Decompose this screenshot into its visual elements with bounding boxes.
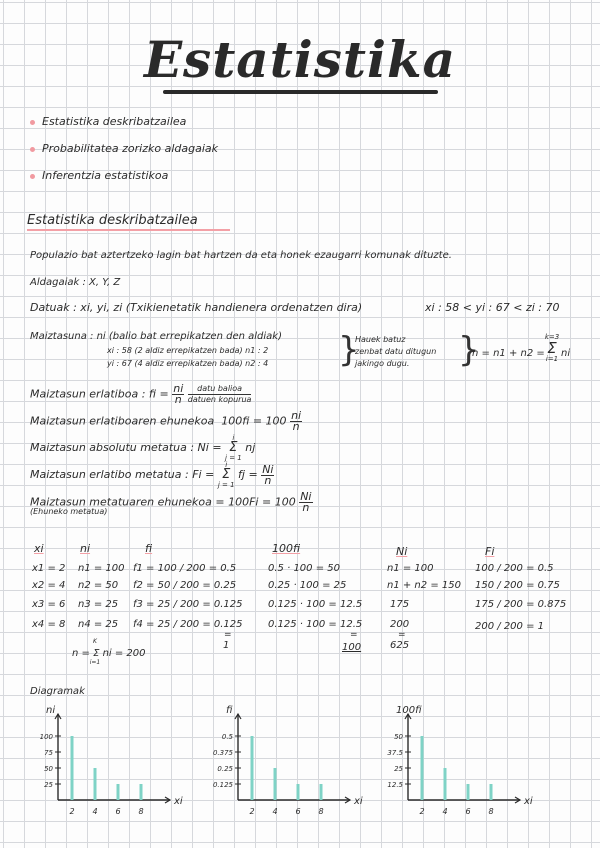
y-tick-label: 25	[44, 781, 53, 789]
y-tick-label: 0.375	[212, 749, 233, 757]
table-cell: 0.5 · 100 = 50	[268, 563, 340, 574]
equals-sign: =	[398, 630, 406, 640]
table-cell: x3 = 6	[32, 599, 66, 610]
section-underline	[27, 229, 230, 231]
absolute-cumulative: Maiztasun absolutu metatua : Ni = i Σ j = 1 nj	[30, 434, 256, 462]
x-tick-label: 6	[115, 807, 121, 816]
y-tick-label: 100	[39, 733, 53, 741]
sum-notation: k=3 Σ i=1	[544, 333, 560, 363]
table-cell: n1 = 100	[78, 563, 125, 574]
y-axis-label: 100fi	[396, 705, 422, 716]
x-tick-label: 8	[318, 807, 324, 816]
table-cell: 0.125 · 100 = 12.5	[268, 599, 363, 610]
x-tick-label: 8	[488, 807, 494, 816]
diagrams-label: Diagramak	[30, 686, 85, 697]
table-cell: 0.125 · 100 = 12.5	[268, 619, 363, 630]
table-cell: 100 / 200 = 0.5	[475, 563, 554, 574]
variables-text: Aldagaiak : X, Y, Z	[30, 277, 121, 288]
bullet-dot-icon	[30, 174, 35, 179]
x-axis-label: xi	[174, 796, 183, 807]
frequency-note-3: jakingo dugu.	[355, 359, 410, 368]
y-tick-label: 50	[394, 733, 403, 741]
y-tick-label: 0.5	[221, 733, 233, 741]
col-header-xi: xi	[34, 542, 44, 555]
bar	[71, 736, 74, 800]
col-header-ni: ni	[80, 542, 91, 555]
brace-left-icon: }	[338, 330, 360, 370]
table-cell: 200	[390, 619, 410, 630]
table-cell: x1 = 2	[32, 563, 66, 574]
table-cell: f3 = 25 / 200 = 0.125	[133, 599, 243, 610]
table-cell: f1 = 100 / 200 = 0.5	[133, 563, 237, 574]
x-tick-label: 4	[272, 807, 278, 816]
equals-sign: =	[224, 630, 232, 640]
y-tick-label: 0.25	[217, 765, 233, 773]
bar	[297, 784, 300, 800]
diagrams	[0, 700, 600, 848]
y-axis-label: fi	[226, 705, 233, 716]
y-tick-label: 25	[394, 765, 403, 773]
equals-sign: =	[350, 630, 358, 640]
table-cell: n2 = 50	[78, 580, 119, 591]
fi-total: 1	[223, 640, 230, 651]
frequency-label: Maiztasuna : ni (balio bat errepikatzen den aldiak)	[30, 331, 282, 342]
frequency-note-2: zenbat datu ditugun	[355, 347, 437, 356]
bar	[94, 768, 97, 800]
y-tick-label: 37.5	[387, 749, 403, 757]
sum-term: ni	[561, 348, 571, 359]
table-cell: 175	[390, 599, 410, 610]
y-tick-label: 50	[44, 765, 53, 773]
intro-text: Populazio bat aztertzeko lagin bat hartzen da eta honek ezaugarri komunak dituzte.	[30, 250, 452, 261]
frequency-example-2: yi : 67 (4 aldiz errepikatzen bada) n2 : 4	[107, 359, 269, 368]
frequency-note-1: Hauek batuz	[355, 335, 406, 344]
bar	[274, 768, 277, 800]
relative-frequency-percent: Maiztasun erlatiboaren ehunekoa 100fi = 100 $\frac{ni}{n}$	[30, 409, 302, 433]
table-cell: f2 = 50 / 200 = 0.25	[133, 580, 237, 591]
100fi-total: 100	[342, 642, 362, 653]
col-header-fi: fi	[145, 542, 153, 555]
x-axis-label: xi	[524, 796, 533, 807]
table-cell: 175 / 200 = 0.875	[475, 599, 567, 610]
n-total: n = Σ ni = 200	[72, 648, 146, 659]
x-tick-label: 6	[465, 807, 471, 816]
col-header-Ni: Ni	[396, 545, 408, 558]
x-tick-label: 4	[92, 807, 98, 816]
topic-item: Estatistika deskribatzailea	[30, 115, 186, 128]
topic-item: Probabilitatea zorizko aldagaiak	[30, 142, 218, 155]
table-cell: x2 = 4	[32, 580, 66, 591]
table-cell: n3 = 25	[78, 599, 119, 610]
table-cell: 200 / 200 = 1	[475, 621, 544, 632]
x-axis-label: xi	[354, 796, 363, 807]
bar	[117, 784, 120, 800]
Ni-total: 625	[390, 640, 410, 651]
bar	[444, 768, 447, 800]
x-tick-label: 8	[138, 807, 144, 816]
table-cell: f4 = 25 / 200 = 0.125	[133, 619, 243, 630]
bullet-dot-icon	[30, 147, 35, 152]
col-header-100fi: 100fi	[272, 542, 301, 555]
table-cell: n4 = 25	[78, 619, 119, 630]
bar	[421, 736, 424, 800]
topic-item: Inferentzia estatistikoa	[30, 169, 168, 182]
table-cell: x4 = 8	[32, 619, 66, 630]
table-cell: 0.25 · 100 = 25	[268, 580, 347, 591]
y-tick-label: 0.125	[212, 781, 233, 789]
frequency-example-1: xi : 58 (2 aldiz errepikatzen bada) n1 : 2	[107, 346, 269, 355]
y-tick-label: 75	[44, 749, 53, 757]
x-tick-label: 2	[419, 807, 425, 816]
x-tick-label: 2	[249, 807, 255, 816]
x-tick-label: 2	[69, 807, 75, 816]
n-sum-limits: K i=1	[89, 638, 101, 666]
x-tick-label: 4	[442, 807, 448, 816]
cumulative-percent-note: (Ehuneko metatua)	[30, 507, 108, 516]
table-cell: 150 / 200 = 0.75	[475, 580, 560, 591]
y-tick-label: 12.5	[387, 781, 403, 789]
bullet-dot-icon	[30, 120, 35, 125]
x-tick-label: 6	[295, 807, 301, 816]
data-definition: Datuak : xi, yi, zi (Txikienetatik handienera ordenatzen dira)	[30, 301, 363, 314]
bar	[140, 784, 143, 800]
bar	[320, 784, 323, 800]
col-header-Fi: Fi	[485, 545, 495, 558]
data-example: xi : 58 < yi : 67 < zi : 70	[425, 301, 560, 314]
frequency-sum: n = n1 + n2 =	[472, 348, 545, 359]
cumulative-percent: Maiztasun metatuaren ehunekoa = 100Fi = 100 $\frac{Ni}{n}$	[30, 490, 312, 514]
y-axis-label: ni	[46, 705, 56, 716]
page-title: Estatistika	[143, 30, 457, 89]
brace-right-icon: }	[458, 330, 480, 370]
table-cell: n1 + n2 = 150	[387, 580, 461, 591]
bar	[490, 784, 493, 800]
title-underline	[163, 90, 438, 94]
section-heading: Estatistika deskribatzailea	[27, 213, 198, 228]
relative-frequency: Maiztasun erlatiboa : fi = $\frac{ni}{n}$ $\frac{\text{datu balioa}}{\text{datuen kopurua}}$	[30, 382, 252, 406]
bar	[467, 784, 470, 800]
relative-cumulative: Maiztasun erlatibo metatua : Fi = i Σ j = 1 fj = $\frac{Ni}{n}$	[30, 461, 274, 489]
bar	[251, 736, 254, 800]
table-cell: n1 = 100	[387, 563, 434, 574]
